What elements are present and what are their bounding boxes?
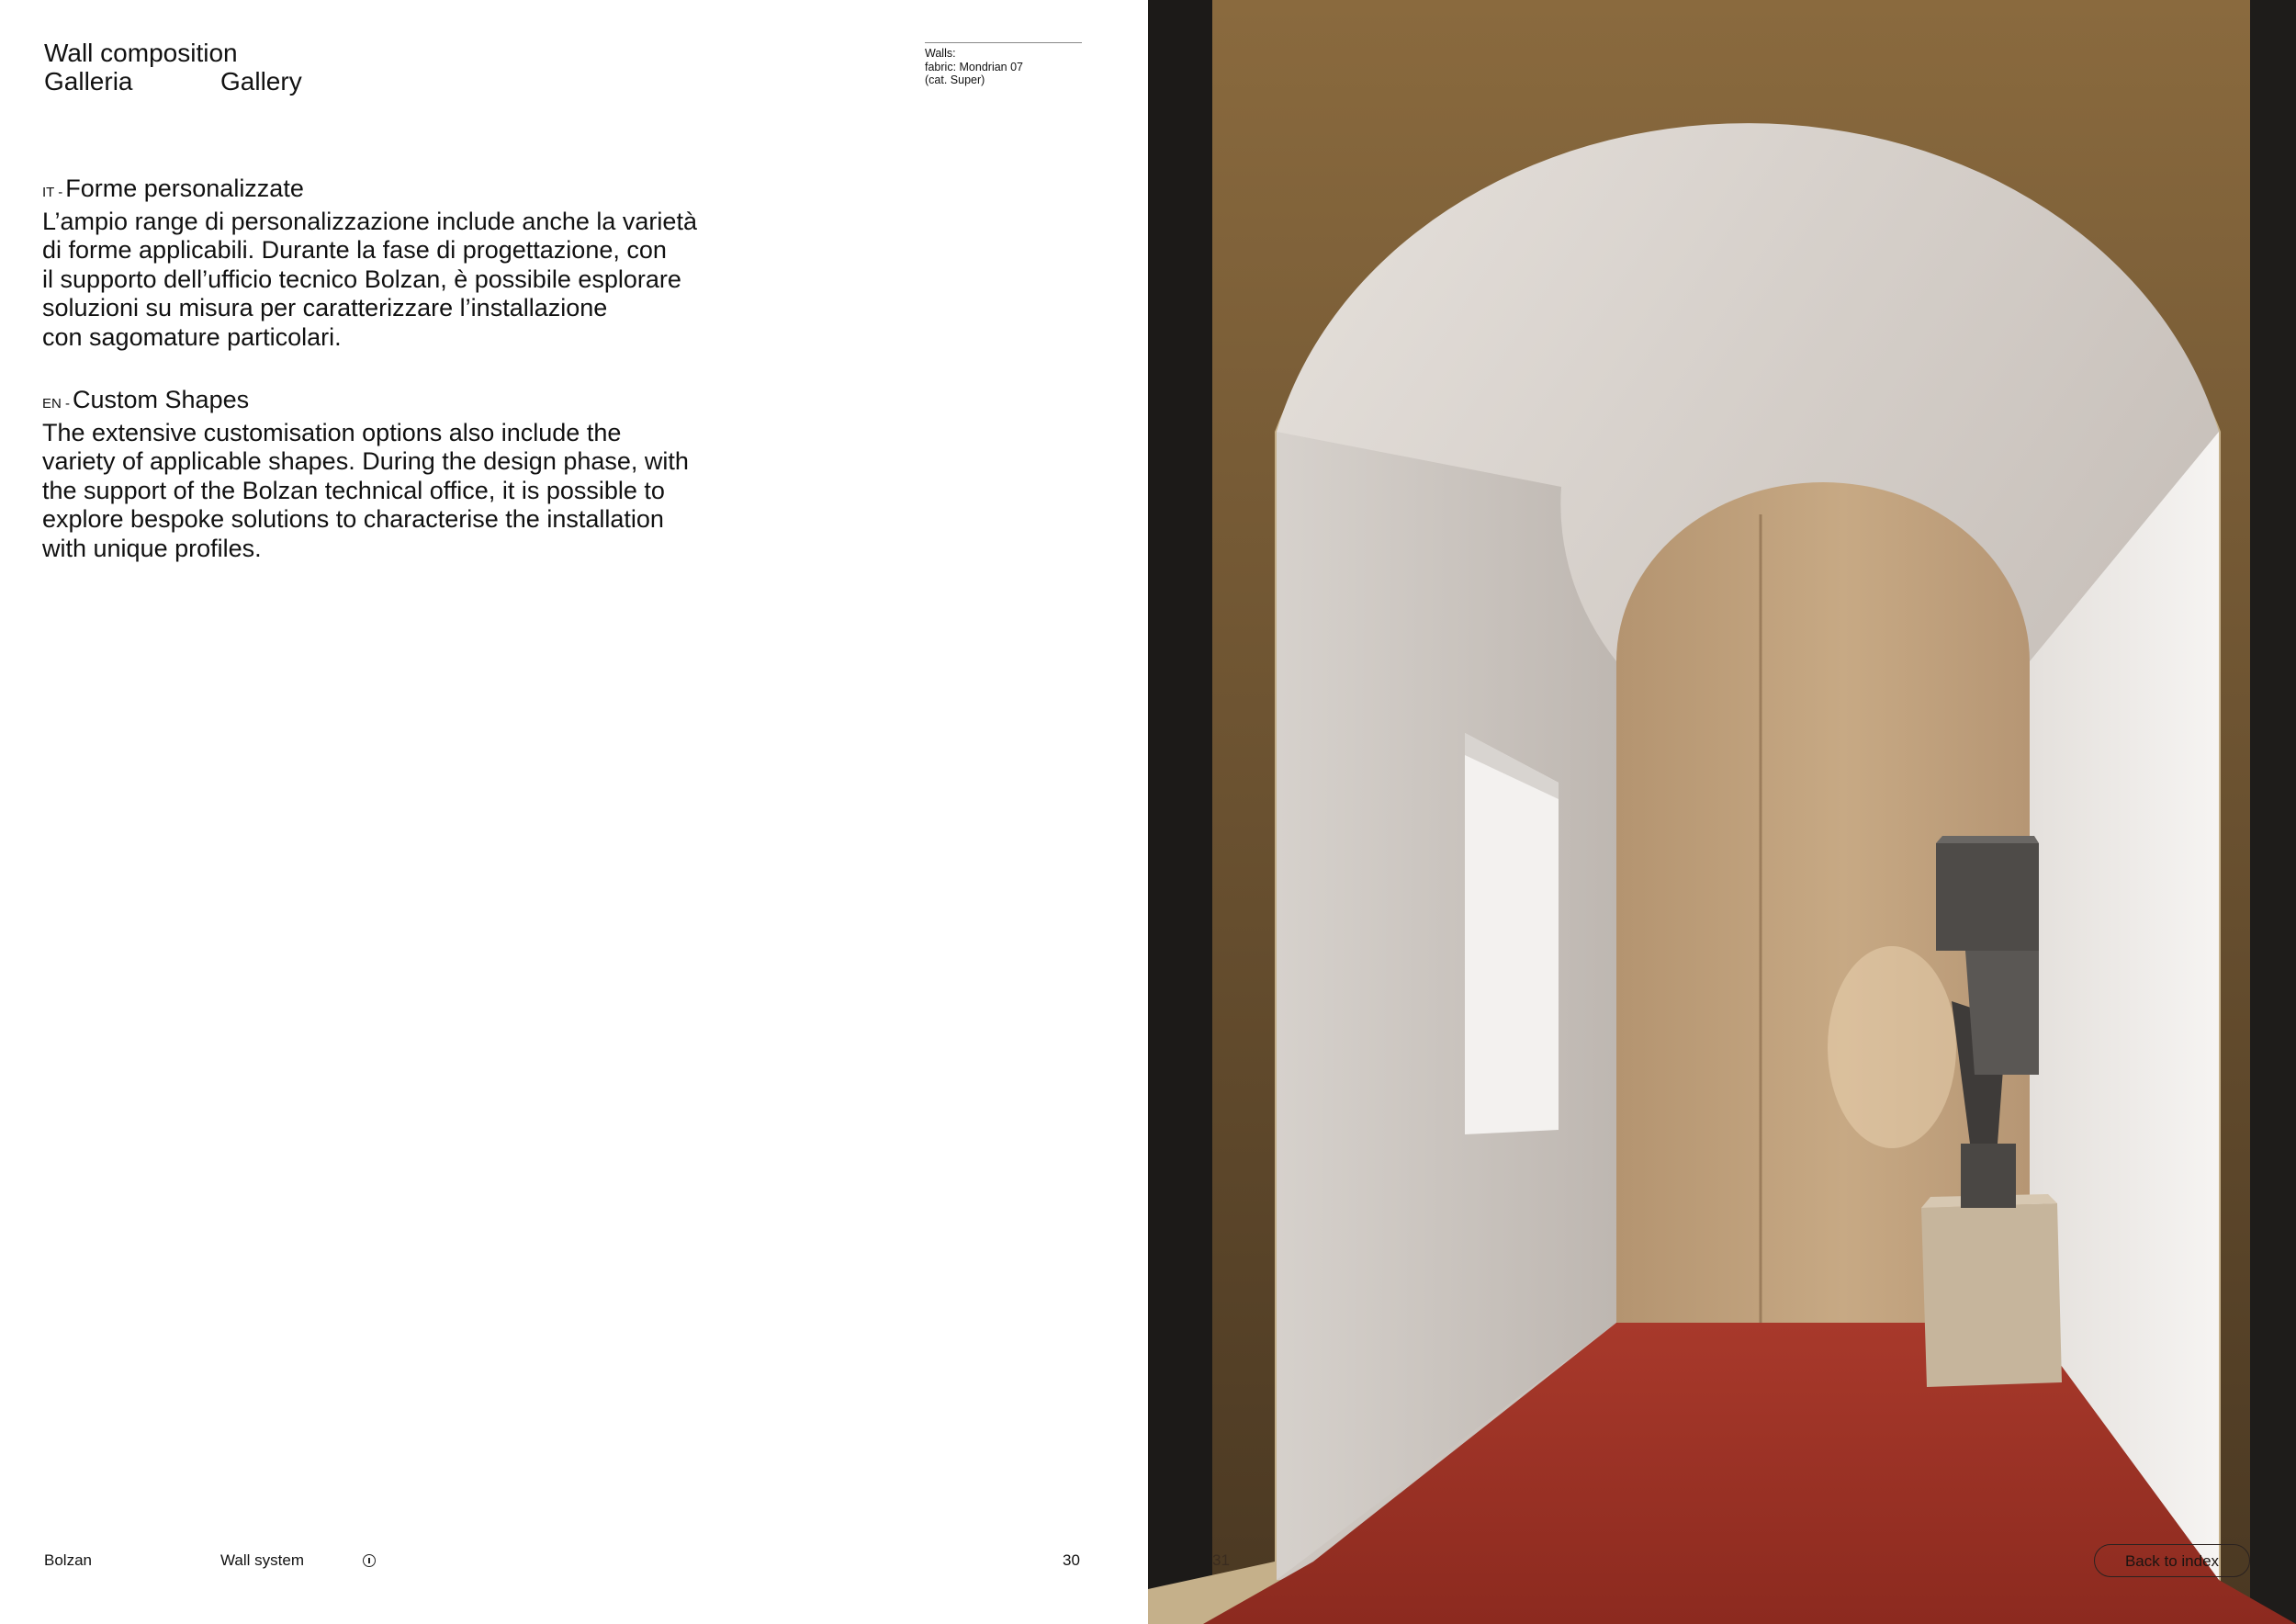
page-title: Wall composition (44, 39, 238, 67)
english-heading (42, 386, 740, 419)
english-body: The extensive customisation options also include the variety of applicable shapes. During the design phase, with the support of the Bolzan technical office, it is possible to explore bespoke solutions to characterise the installation with unique profiles. (42, 418, 689, 562)
arched-corridor-sculpture-image (1148, 0, 2296, 1624)
italian-body: L’ampio range di personalizzazione include anche la varietà di forme applicabili. Durante la fase di progettazione, con il supporto dell’ufficio tecnico Bolzan, è possibile esplorare soluzioni su misura per caratterizzare l’installazione con sagomature particolari. (42, 207, 697, 351)
title-block (44, 39, 302, 96)
italian-section (42, 175, 740, 352)
page-number-left: 30 (1063, 1551, 1080, 1569)
subtitle-italian: Galleria (44, 67, 133, 96)
subtitle-english: Gallery (220, 67, 302, 96)
english-section (42, 386, 740, 563)
note-line-2: fabric: Mondrian 07 (925, 60, 1024, 73)
info-circle-icon[interactable] (363, 1554, 376, 1567)
gallery-photo (1148, 0, 2296, 1624)
footer-section-link[interactable]: Wall system (220, 1551, 304, 1569)
material-note (925, 42, 1082, 87)
note-line-1: Walls: (925, 47, 956, 60)
back-to-index-button[interactable]: Back to index (2094, 1544, 2250, 1577)
subtitle-row (44, 67, 302, 96)
english-heading-text: Custom Shapes (73, 386, 250, 413)
language-tag-it: IT - (42, 185, 63, 200)
language-tag-en: EN - (42, 396, 70, 412)
page-number-right: 31 (1212, 1551, 1230, 1569)
footer-brand: Bolzan (44, 1551, 92, 1569)
italian-heading-text: Forme personalizzate (65, 175, 304, 202)
note-line-3: (cat. Super) (925, 73, 985, 86)
italian-heading (42, 175, 740, 208)
